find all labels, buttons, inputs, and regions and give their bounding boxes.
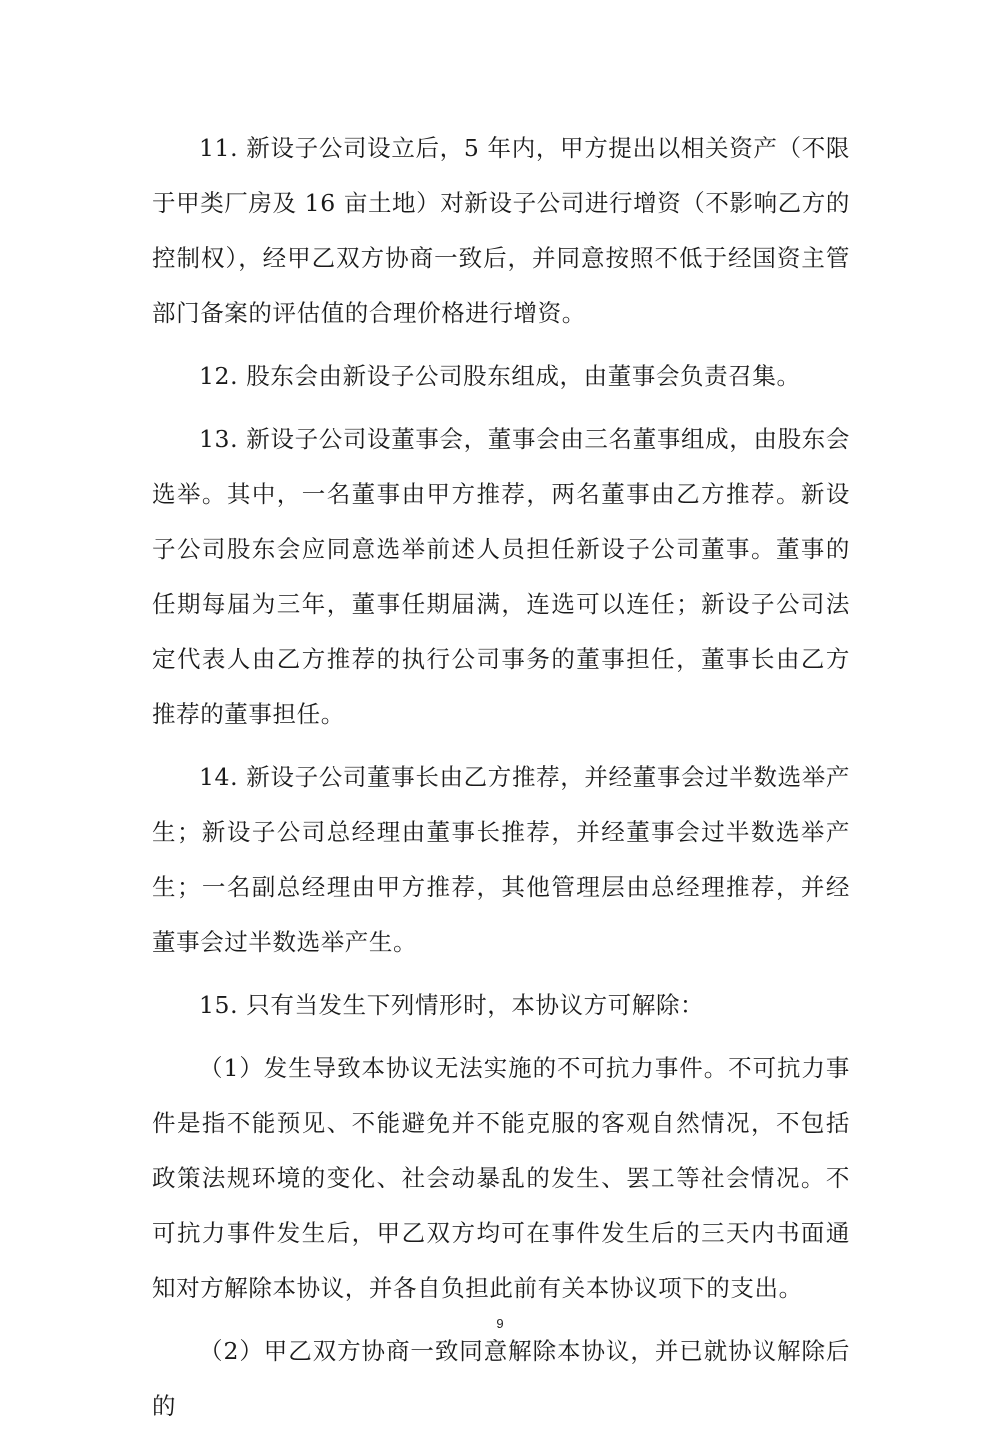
clause-11: 11. 新设子公司设立后，5 年内，甲方提出以相关资产（不限于甲类厂房及 16 亩土地）对新设子公司进行增资（不影响乙方的控制权），经甲乙双方协商一致后，并同意按照不低于经国资主管部门备案的评估值的合理价格进行增资。 — [152, 134, 850, 327]
page-number: 9 — [496, 1316, 504, 1331]
document-body — [152, 121, 850, 1442]
clause-15: 15. 只有当发生下列情形时，本协议方可解除： — [199, 991, 705, 1019]
clause-15-item-1: （1）发生导致本协议无法实施的不可抗力事件。不可抗力事件是指不能预见、不能避免并不能克服的客观自然情况，不包括政策法规环境的变化、社会动暴乱的发生、罢工等社会情况。不可抗力事件发生后，甲乙双方均可在事件发生后的三天内书面通知对方解除本协议，并各自负担此前有关本协议项下的支出。 — [152, 1054, 850, 1302]
clause-13: 13. 新设子公司设董事会，董事会由三名董事组成，由股东会选举。其中，一名董事由甲方推荐，两名董事由乙方推荐。新设子公司股东会应同意选举前述人员担任新设子公司董事。董事的任期每届为三年，董事任期届满，连选可以连任；新设子公司法定代表人由乙方推荐的执行公司事务的董事担任，董事长由乙方推荐的董事担任。 — [152, 425, 850, 728]
clause-15-item-2: （2）甲乙双方协商一致同意解除本协议，并已就协议解除后的 — [152, 1337, 850, 1420]
clause-12: 12. 股东会由新设子公司股东组成，由董事会负责召集。 — [199, 362, 801, 390]
clause-14: 14. 新设子公司董事长由乙方推荐，并经董事会过半数选举产生；新设子公司总经理由董事长推荐，并经董事会过半数选举产生；一名副总经理由甲方推荐，其他管理层由总经理推荐，并经董事会过半数选举产生。 — [152, 763, 850, 956]
